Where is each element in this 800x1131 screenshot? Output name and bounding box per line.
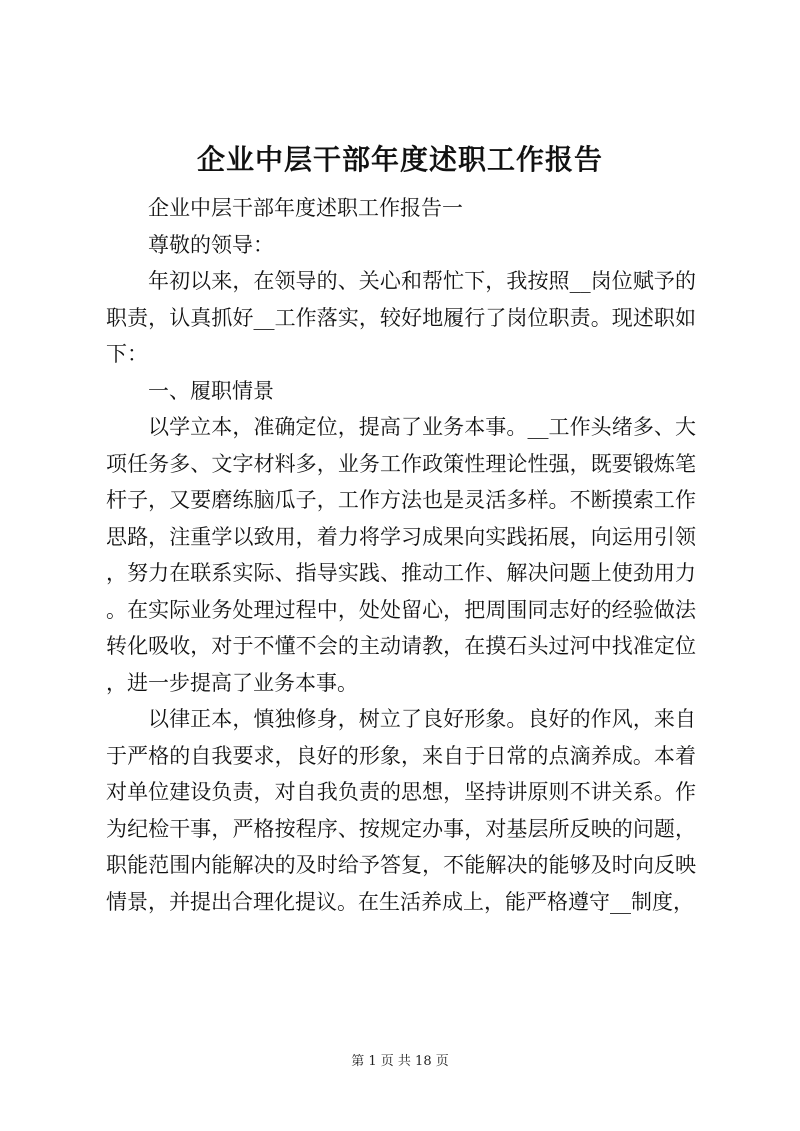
section-heading: 一、履职情景	[148, 378, 274, 403]
paragraph-subtitle: 企业中层干部年度述职工作报告一	[148, 196, 463, 220]
document-body	[106, 190, 696, 920]
paragraph-study: 以学立本，准确定位，提高了业务本事。__工作头绪多、大项任务多、文字材料多，业务工作政策性理论性强，既要锻炼笔杆子，又要磨练脑瓜子，工作方法也是灵活多样。不断摸索工作思路，注重学以致用，着力将学习成果向实践拓展，向运用引领，努力在联系实际、指导实践、推动工作、解决问题上使劲用力。在实际业务处理过程中，处处留心，把周围同志好的经验做法转化吸收，对于不懂不会的主动请教，在摸石头过河中找准定位，进一步提高了业务本事。	[106, 415, 696, 695]
paragraph-discipline: 以律正本，慎独修身，树立了良好形象。良好的作风，来自于严格的自我要求，良好的形象，来自于日常的点滴养成。本着对单位建设负责，对自我负责的思想，坚持讲原则不讲关系。作为纪检干事，严格按程序、按规定办事，对基层所反映的问题，职能范围内能解决的及时给予答复，不能解决的能够及时向反映情景，并提出合理化提议。在生活养成上，能严格遵守__制度，	[106, 707, 696, 914]
paragraph-intro: 年初以来，在领导的、关心和帮忙下，我按照__岗位赋予的职责，认真抓好__工作落实，较好地履行了岗位职责。现述职如下：	[106, 269, 696, 366]
paragraph-salutation: 尊敬的领导：	[148, 232, 274, 257]
document-title: 企业中层干部年度述职工作报告	[196, 143, 603, 176]
page-footer: 第 1 页 共 18 页	[351, 1054, 449, 1069]
